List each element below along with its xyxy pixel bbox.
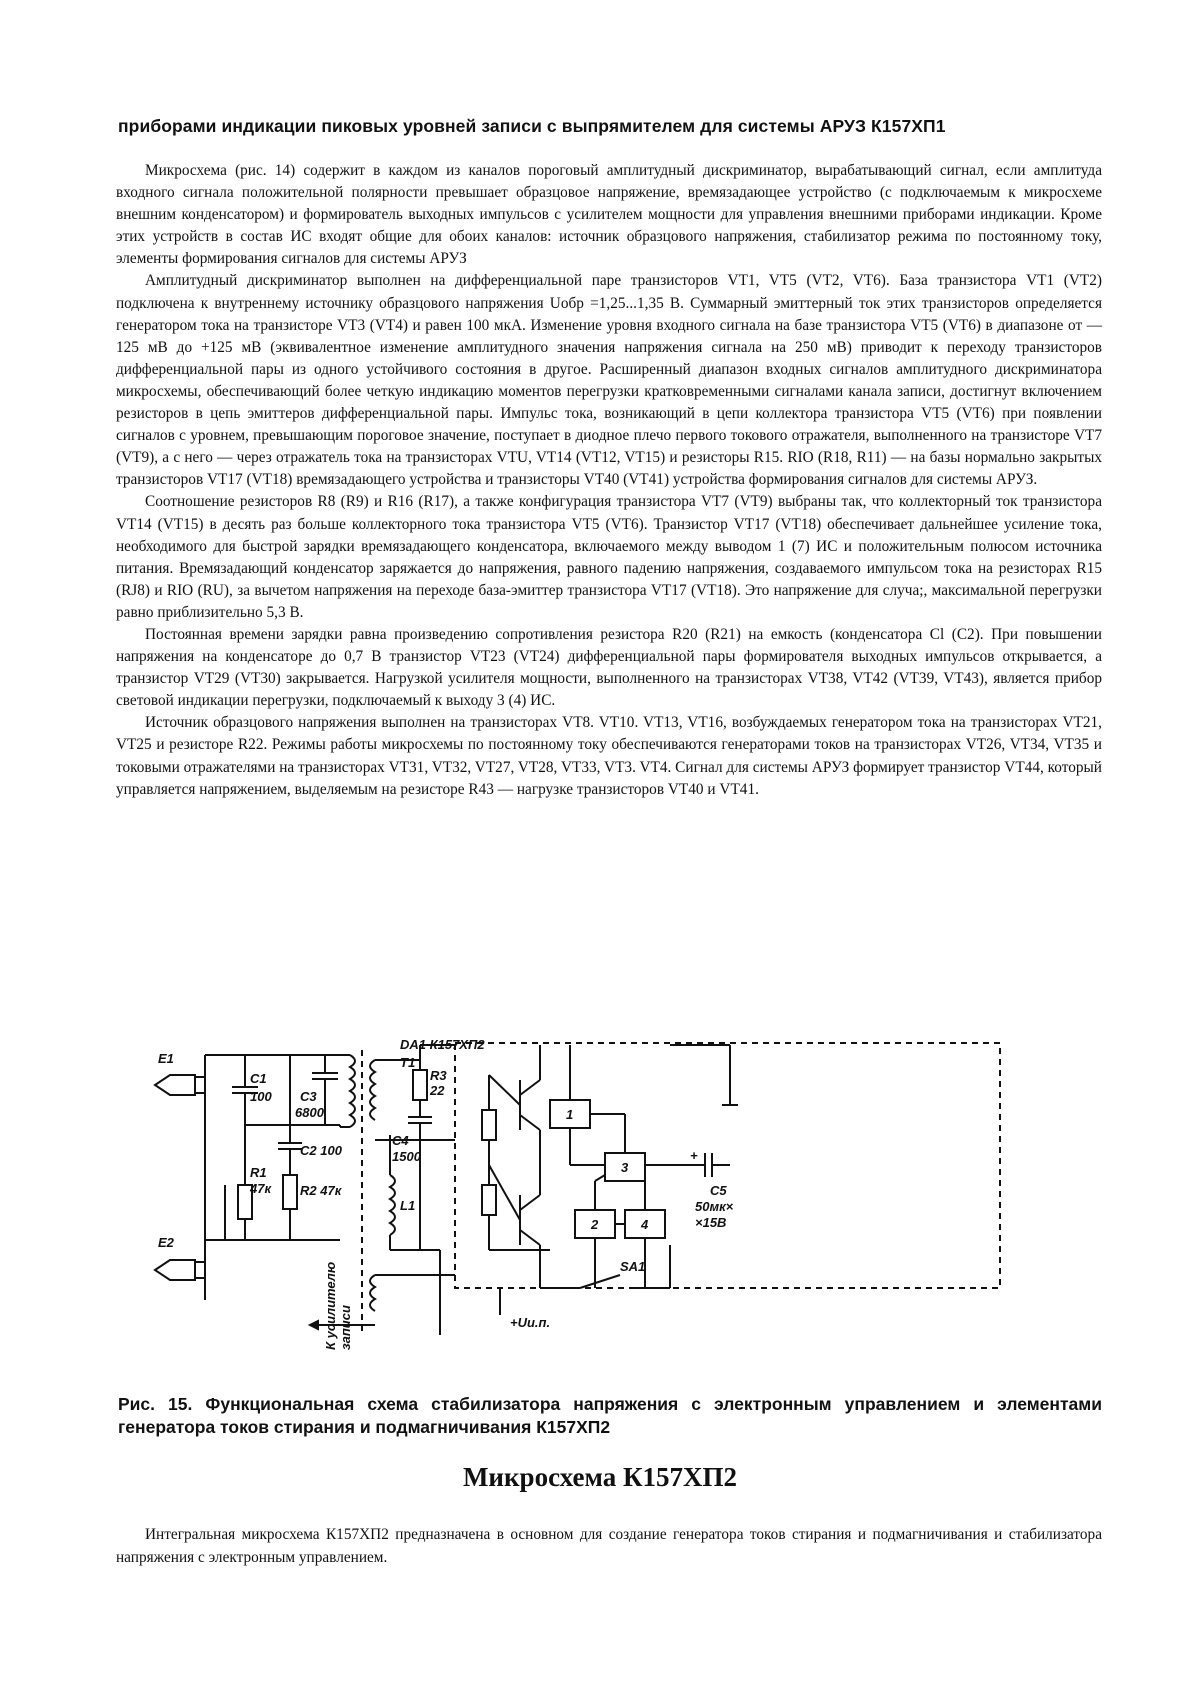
label-amp-line1: К усилителю [323, 1261, 338, 1350]
figure-caption-continued: приборами индикации пиковых уровней записи с выпрямителем для системы АРУЗ К157ХП1 [118, 116, 946, 136]
label-sa1: SA1 [620, 1259, 646, 1274]
paragraph: Соотношение резисторов R8 (R9) и R16 (R17), а также конфигурация транзистора VT7 (VT9) выбраны так, что коллекторный ток транзистора VT14 (VT15) в десять раз больше коллекторного тока транзистора VT5 (VT6). Транзистор VT17 (VT18) обеспечивает дальнейшее усиление тока, необходимого для быстрой зарядки времязадающего конденсатора, включаемого между выводом 1 (7) ИС и положительным полюсом источника питания. Времязадающий конденсатор заряжается до напряжения, равного падению напряжения, создаваемого импульсом тока на резисторах R15 (RJ8) и RIO (RU), за вычетом напряжения на переходе база-эмиттер транзистора VT17 (VT18). Это напряжение для случа;, максимальной перегрузки равно приблизительно 5,3 В. [116, 493, 1102, 621]
label-amp-line2: записи [338, 1305, 353, 1350]
label-c2: C2 100 [300, 1143, 342, 1158]
label-block-1: 1 [566, 1107, 574, 1122]
label-r3-value: 22 [430, 1083, 445, 1098]
label-c1-value: 100 [250, 1089, 272, 1104]
label-c4-value: 1500 [392, 1149, 421, 1164]
label-c5-value: 50мк× [695, 1199, 734, 1214]
label-c3-value: 6800 [295, 1105, 324, 1120]
label-block-2: 2 [591, 1217, 599, 1232]
e2-connector [155, 1260, 195, 1280]
e1-connector [155, 1075, 195, 1095]
label-c1: C1 [250, 1071, 267, 1086]
circuit-schematic [150, 1035, 1100, 1380]
label-e1: E1 [158, 1051, 174, 1066]
label-r1: R1 [250, 1165, 267, 1180]
label-e2: E2 [158, 1235, 174, 1250]
section-title: Микросхема К157ХП2 [462, 1462, 738, 1492]
label-r1-value: 47к [250, 1181, 272, 1196]
label-r2: R2 47к [300, 1183, 342, 1198]
label-block-3: 3 [621, 1160, 629, 1175]
paragraph: Источник образцового напряжения выполнен на транзисторах VT8. VT10. VT13, VT16, возбуждаемых генератором тока на транзисторах VT21, VT25 и резисторе R22. Режимы работы микросхемы по постоянному току обеспечиваются генераторами токов на транзисторах VT26, VT34, VT35 и токовыми отражателями на транзисторах VT31, VT32, VT27, VT28, VT33, VT3. VT4. Сигнал для системы АРУЗ формирует транзистор VT44, который управляется напряжением, выделяемым на резисторе R43 — нагрузке транзисторов VT40 и VT41. [116, 714, 1102, 798]
figure-caption: Рис. 15. Функциональная схема стабилизатора напряжения с электронным управлением и элементами генератора токов стирания и подмагничивания К157ХП2 [118, 1394, 1102, 1437]
label-t1: T1 [400, 1055, 416, 1070]
label-block-4: 4 [641, 1217, 649, 1232]
label-plus: + [690, 1148, 698, 1163]
paragraph: Микросхема (рис. 14) содержит в каждом из каналов пороговый амплитудный дискриминатор, вырабатывающий сигнал, если амплитуда входного сигнала положительной полярности превышает образцовое напряжение, времязадающее устройство (с подключаемым к микросхеме внешним конденсатором) и формирователь выходных импульсов с усилителем мощности для управления внешними приборами индикации. Кроме этих устройств в состав ИС входят общие для обоих каналов: источник образцового напряжения, стабилизатор режима по постоянному току, элементы формирования сигналов для системы АРУЗ [116, 162, 1102, 268]
paragraph: Амплитудный дискриминатор выполнен на дифференциальной паре транзисторов VT1, VT5 (VT2, VT6). База транзистора VT1 (VT2) подключена к внутреннему источнику образцового напряжения Uобр =1,25...1,35 В. Суммарный эмиттерный ток этих транзисторов определяется генератором тока на транзисторе VT3 (VT4) и равен 100 мкА. Изменение уровня входного сигнала на базе транзистора VT5 (VT6) в диапазоне от — 125 мВ до +125 мВ (эквивалентное изменение амплитудного значения напряжения сигнала на 250 мВ) приводит к переходу транзисторов дифференциальной пары из одного устойчивого состояния в другое. Расширенный диапазон входных сигналов амплитудного дискриминатора микросхемы, обеспечивающий более четкую индикацию моментов перегрузки кратковременными сигналами канала записи, достигнут включением резисторов в цепь эмиттеров дифференциальной пары. Импульс тока, возникающий в цепи коллектора транзистора VT5 (VT6) при появлении сигналов с уровнем, превышающим пороговое значение, поступает в диодное плечо первого токового отражателя, выполненного на транзисторе VT7 (VT9), а с него — через отражатель тока на транзисторах VTU, VT14 (VT12, VT15) и резисторы R15. RIO (R18, R11) — на базы нормально закрытых транзисторов VT17 (VT18) времязадающего устройства и транзисторы VT40 (VT41) устройства формирования сигналов для системы АРУЗ. [116, 272, 1102, 489]
e1-plug [195, 1077, 205, 1093]
label-c5-voltage: ×15В [695, 1215, 727, 1230]
paragraph: Интегральная микросхема К157ХП2 предназначена в основном для создание генератора токов стирания и подмагничивания и стабилизатора напряжения с электронным управлением. [116, 1526, 1102, 1566]
label-chip: DA1 К157ХП2 [400, 1037, 485, 1052]
label-l1: L1 [400, 1198, 416, 1213]
label-r3: R3 [430, 1068, 447, 1083]
label-supply: +Uи.п. [510, 1315, 551, 1330]
paragraph: Постоянная времени зарядки равна произведению сопротивления резистора R20 (R21) на емкость (конденсатора Cl (C2). При повышении напряжения на конденсаторе до 0,7 В транзистор VT23 (VT24) дифференциальной пары формирователя выходных импульсов открывается, а транзистор VT29 (VT30) закрывается. Нагрузкой усилителя мощности, выполненного на транзисторах VT38, VT42 (VT39, VT43), является прибор световой индикации перегрузки, подключаемый к выходу 3 (4) ИС. [116, 625, 1102, 710]
label-c4: C4 [392, 1133, 409, 1148]
label-c3: C3 [300, 1089, 317, 1104]
body-text [116, 160, 1102, 801]
e2-plug [195, 1262, 205, 1278]
intro-text [116, 1524, 1102, 1569]
label-c5: C5 [710, 1183, 727, 1198]
